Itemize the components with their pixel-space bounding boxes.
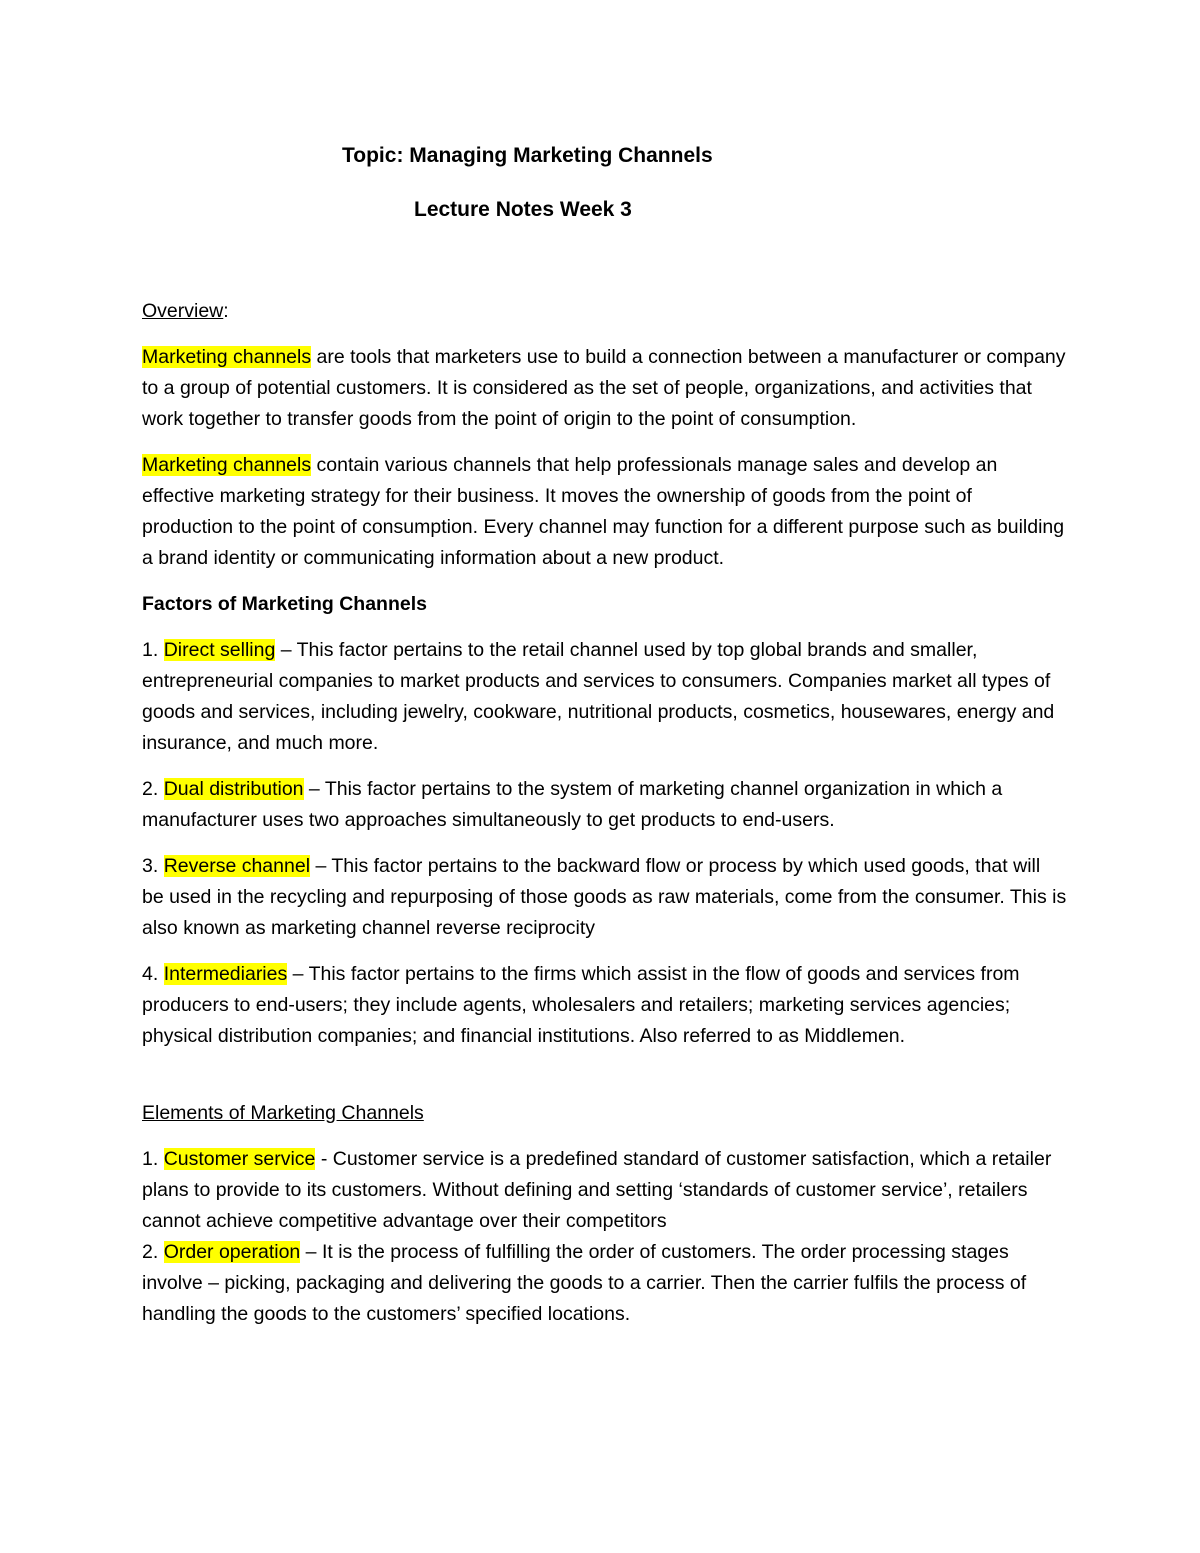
list-number: 1. xyxy=(142,1148,164,1170)
item-text: – This factor pertains to the retail channel used by top global brands and smaller, entrepreneurial companies to market products and services to consumers. Companies market all types of goods and services, including jewelry, cookware, nutritional products, cosmetics, housewares, energy and insurance, and much more. xyxy=(142,639,1055,754)
factor-item-direct-selling xyxy=(142,635,1067,759)
highlighted-term: Intermediaries xyxy=(163,963,288,985)
document-body xyxy=(142,296,1067,1330)
factor-item-reverse-channel xyxy=(142,851,1067,944)
paragraph-text: are tools that marketers use to build a connection between a manufacturer or company to a group of potential customers. It is considered as the set of people, organizations, and activities that work together to transfer goods from the point of origin to the point of consumption. xyxy=(142,346,1066,430)
highlighted-term: Customer service xyxy=(163,1148,316,1170)
highlighted-term: Marketing channels xyxy=(142,346,312,368)
factor-item-intermediaries xyxy=(142,959,1067,1052)
overview-heading xyxy=(142,296,1067,327)
item-text: – This factor pertains to the backward flow or process by which used goods, that will be used in the recycling and repurposing of those goods as raw materials, come from the consumer. This is also known as marketing channel reverse reciprocity xyxy=(142,855,1067,939)
element-item-order-operation xyxy=(142,1237,1067,1330)
highlighted-term: Direct selling xyxy=(163,639,276,661)
highlighted-term: Marketing channels xyxy=(142,454,312,476)
highlighted-term: Reverse channel xyxy=(163,855,311,877)
list-number: 2. xyxy=(142,1241,164,1263)
list-number: 4. xyxy=(142,963,164,985)
list-number: 3. xyxy=(142,855,164,877)
elements-heading xyxy=(142,1098,1067,1129)
overview-paragraph-2 xyxy=(142,450,1067,574)
list-number: 2. xyxy=(142,778,164,800)
highlighted-term: Order operation xyxy=(163,1241,301,1263)
overview-heading-colon: : xyxy=(223,300,229,322)
element-item-customer-service xyxy=(142,1144,1067,1237)
factors-heading: Factors of Marketing Channels xyxy=(142,593,427,615)
item-text: - Customer service is a predefined standard of customer satisfaction, which a retailer plans to provide to its customers. Without defining and setting ‘standards of customer service’, retailers cannot achieve competitive advantage over their competitors xyxy=(142,1148,1052,1232)
section-spacer xyxy=(142,1052,1067,1098)
item-text: – This factor pertains to the system of marketing channel organization in which a manufacturer uses two approaches simultaneously to get products to end-users. xyxy=(142,778,1003,831)
paragraph-text: contain various channels that help professionals manage sales and develop an effective marketing strategy for their business. It moves the ownership of goods from the point of production to the point of consumption. Every channel may function for a different purpose such as building a brand identity or communicating information about a new product. xyxy=(142,454,1065,569)
overview-paragraph-1 xyxy=(142,342,1067,435)
item-text: – This factor pertains to the firms which assist in the flow of goods and services from producers to end-users; they include agents, wholesalers and retailers; marketing services agencies; physical distribution companies; and financial institutions. Also referred to as Middlemen. xyxy=(142,963,1020,1047)
elements-heading-text: Elements of Marketing Channels xyxy=(142,1102,424,1124)
document-title: Topic: Managing Marketing Channels xyxy=(342,144,713,167)
document-subtitle: Lecture Notes Week 3 xyxy=(414,198,632,221)
item-text: – It is the process of fulfilling the order of customers. The order processing stages involve – picking, packaging and delivering the goods to a carrier. Then the carrier fulfils the process of handling the goods to the customers’ specified locations. xyxy=(142,1241,1027,1325)
factor-item-dual-distribution xyxy=(142,774,1067,836)
list-number: 1. xyxy=(142,639,164,661)
overview-heading-text: Overview xyxy=(142,300,224,322)
highlighted-term: Dual distribution xyxy=(163,778,304,800)
